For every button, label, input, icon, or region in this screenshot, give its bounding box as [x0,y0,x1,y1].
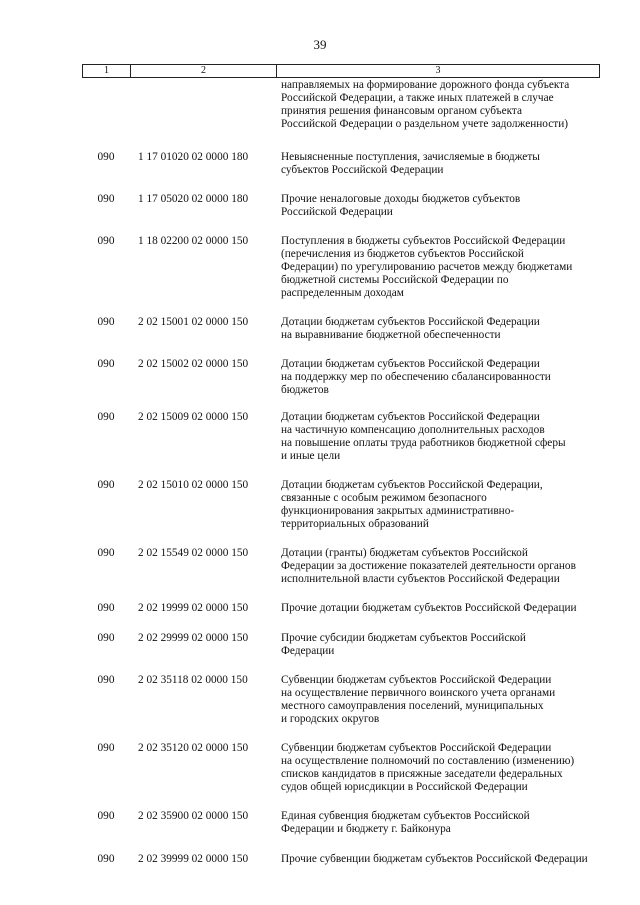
revenue-name-cell: Дотации бюджетам субъектов Российской Федерации на частичную компенсацию дополнительных расходов на повышение оплаты труда работников бюджетной сферы и иные цели [281,411,566,462]
admin-code-cell: 090 [97,151,115,163]
table-row [82,810,600,836]
admin-code-cell: 090 [97,316,115,328]
revenue-name-cell: Субвенции бюджетам субъектов Российской Федерации на осуществление первичного воинского учета органами местного самоуправления поселений, муниципальных и городских округов [281,674,556,725]
revenue-name-cell: Дотации бюджетам субъектов Российской Федерации на поддержку мер по обеспечению сбалансированности бюджетов [281,358,551,396]
table-row [82,411,600,463]
budget-classification-code-cell: 1 18 02200 02 0000 150 [138,235,249,247]
admin-code-cell: 090 [97,235,115,247]
budget-classification-code-cell: 2 02 15010 02 0000 150 [138,479,249,491]
revenue-name-cell: Субвенции бюджетам субъектов Российской Федерации на осуществление полномочий по составлению (изменению) списков кандидатов в присяжные заседатели федеральных судов общей юрисдикции в Российской Федерации [281,742,575,793]
table-row [82,193,600,219]
page-number: 39 [313,37,327,52]
admin-code-cell: 090 [97,547,115,559]
budget-classification-code-cell: 2 02 15002 02 0000 150 [138,358,249,370]
revenue-name-cell: Дотации (гранты) бюджетам субъектов Российской Федерации за достижение показателей деятельности органов исполнительной власти субъектов Российской Федерации [281,547,576,585]
table-row [82,358,600,397]
admin-code-cell: 090 [97,742,115,754]
table-row [82,742,600,794]
admin-code-cell: 090 [97,853,115,865]
table-row [82,853,600,866]
revenue-name-cell: Дотации бюджетам субъектов Российской Федерации, связанные с особым режимом безопасного функционирования закрытых административно- территориальных образований [281,479,543,530]
admin-code-cell: 090 [97,674,115,686]
admin-code-cell: 090 [97,479,115,491]
table-header [82,64,600,78]
budget-classification-code-cell: 2 02 15009 02 0000 150 [138,411,249,423]
table-row [82,632,600,658]
revenue-name-cell: Прочие дотации бюджетам субъектов Российской Федерации [281,602,577,614]
revenue-name-cell: Дотации бюджетам субъектов Российской Федерации на выравнивание бюджетной обеспеченности [281,316,540,341]
continuation-text: направляемых на формирование дорожного фонда субъекта Российской Федерации, а также иных платежей в случае принятия решения финансовым органом субъекта Российской Федерации о раздельном учете задолженности) [281,79,570,130]
table-row [82,479,600,531]
header-col-3: 3 [435,65,441,76]
revenue-name-cell: Единая субвенция бюджетам субъектов Российской Федерации и бюджету г. Байконура [281,810,530,835]
revenue-name-cell: Поступления в бюджеты субъектов Российской Федерации (перечисления из бюджетов субъектов Российской Федерации) по урегулированию расчетов между бюджетами бюджетной системы Российской Федерации по распределенным доходам [281,235,573,299]
budget-classification-code-cell: 2 02 35120 02 0000 150 [138,742,249,754]
admin-code-cell: 090 [97,358,115,370]
budget-classification-code-cell: 2 02 39999 02 0000 150 [138,853,249,865]
header-col-1: 1 [83,65,131,77]
budget-classification-code-cell: 2 02 29999 02 0000 150 [138,632,249,644]
admin-code-cell: 090 [97,193,115,205]
table-row [82,316,600,342]
budget-classification-code-cell: 2 02 15001 02 0000 150 [138,316,249,328]
budget-classification-code-cell: 2 02 35118 02 0000 150 [138,674,248,686]
admin-code-cell: 090 [97,810,115,822]
admin-code-cell: 090 [97,632,115,644]
table-row [82,602,600,615]
table-row [82,674,600,726]
revenue-name-cell: Прочие субсидии бюджетам субъектов Российской Федерации [281,632,526,657]
table-body [82,79,600,866]
budget-classification-code-cell: 2 02 15549 02 0000 150 [138,547,249,559]
admin-code-cell: 090 [97,411,115,423]
admin-code-cell: 090 [97,602,115,614]
budget-classification-code-cell: 2 02 19999 02 0000 150 [138,602,249,614]
table-row [82,151,600,177]
revenue-name-cell: Прочие субвенции бюджетам субъектов Российской Федерации [281,853,588,865]
continuation-row [82,79,600,131]
budget-classification-code-cell: 2 02 35900 02 0000 150 [138,810,249,822]
table-row [82,547,600,586]
budget-classification-code-cell: 1 17 05020 02 0000 180 [138,193,249,205]
table-row [82,235,600,300]
revenue-name-cell: Прочие неналоговые доходы бюджетов субъектов Российской Федерации [281,193,521,218]
budget-classification-code-cell: 1 17 01020 02 0000 180 [138,151,249,163]
header-col-2: 2 [131,65,277,77]
revenue-name-cell: Невыясненные поступления, зачисляемые в бюджеты субъектов Российской Федерации [281,151,540,176]
